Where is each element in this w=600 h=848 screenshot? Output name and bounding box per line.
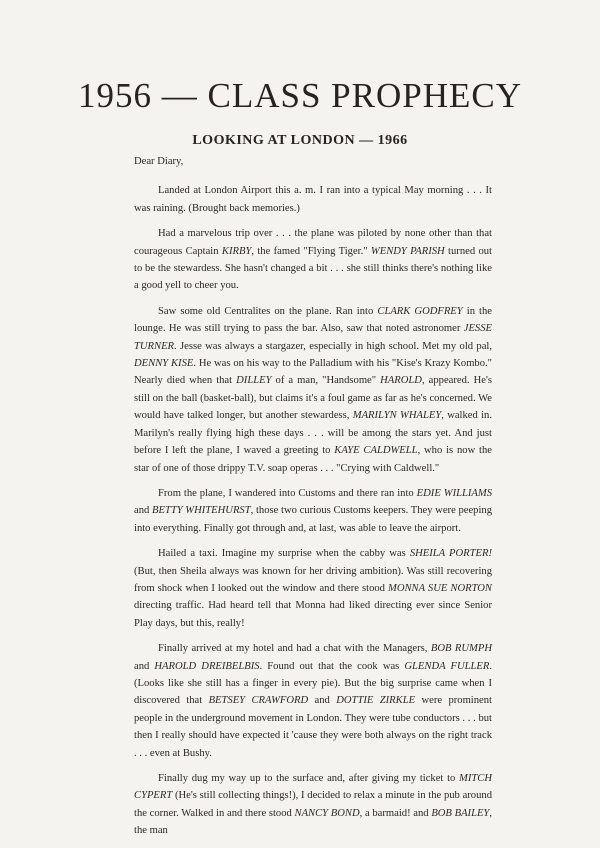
paragraph-list (134, 182, 492, 839)
name-text: BETTY WHITEHURST (151, 505, 251, 517)
name-text: DOTTIE ZIRKLE (336, 695, 416, 707)
name-text: DILLEY (236, 375, 272, 387)
page-title: 1956 — CLASS PROPHECY (77, 76, 522, 115)
name-text: MARILYN WHALEY (352, 410, 442, 422)
paragraph (134, 545, 492, 632)
paragraph (134, 182, 492, 217)
paragraph-text: of a man, "Handsome" (271, 375, 381, 387)
paragraph-text: . Jesse was always a stargazer, especially in high school. Met my old pal, (174, 340, 492, 352)
name-text: BOB BAILEY (431, 807, 490, 819)
paragraph (134, 640, 492, 762)
name-text: MITCH CYPERT (134, 773, 492, 802)
paragraph (134, 225, 492, 295)
paragraph-text: and (134, 660, 155, 672)
paragraph-text: (He's still collecting things!), I decided to relax a minute in the pub around the corner. Walked in and there stood (134, 790, 492, 819)
name-text: CLARK GODFREY (377, 305, 463, 317)
paragraph-text: were prominent people in the underground movement in London. They were tube conductors . . . but then I really should have expected it 'cause they were both always on the right track . . . even at Bushy. (134, 695, 492, 759)
name-text: NANCY BOND (294, 807, 360, 819)
name-text: EDIE WILLIAMS (416, 487, 492, 499)
paragraph-text: Landed at London Airport this a. m. I ran into a typical May morning . . . It was raining. (Brought back memories.) (134, 185, 492, 214)
paragraph-text: directing traffic. Had heard tell that Monna had liked directing ever since Senior Play days, but this, really! (134, 600, 492, 629)
paragraph-text: , the man (134, 807, 492, 837)
name-text: HAROLD (380, 375, 422, 387)
paragraph-text: (But, then Sheila always was known for her driving ambition). Was still recovering from shock when I looked out the window and there stood (134, 565, 492, 594)
salutation: Dear Diary, (134, 156, 184, 167)
paragraph-text: turned out to be the stewardess. She hasn't changed a bit . . . she still thinks there's nothing like a good yell to cheer you. (134, 245, 493, 292)
paragraph-text: , a barmaid! and (359, 807, 432, 819)
name-text: DENNY KISE (134, 358, 194, 370)
paragraph-text: in the lounge. He was still trying to pass the bar. Also, saw that noted astronomer (134, 305, 493, 335)
name-text: KAYE CALDWELL (334, 445, 418, 457)
paragraph-text: Hailed a taxi. Imagine my surprise when the cabby was (158, 548, 410, 560)
paragraph (134, 303, 492, 477)
name-text: JESSE TURNER (134, 323, 492, 352)
name-text: MONNA SUE NORTON (388, 582, 492, 594)
paragraph-text: Finally arrived at my hotel and had a chat with the Managers, (158, 643, 431, 655)
name-text: GLENDA FULLER (404, 660, 490, 672)
paragraph-text: . Found out that the cook was (259, 660, 405, 672)
paragraph (134, 770, 492, 840)
page-subtitle: LOOKING AT LONDON — 1966 (192, 133, 408, 148)
name-text: HAROLD DREIBELBIS (154, 660, 260, 672)
paragraph-text: , who is now the star of one of those drippy T.V. soap operas . . . "Crying with Caldwell." (134, 445, 492, 474)
paragraph-text: . (Looks like she still has a finger in every pie). But the big surprise came when I discovered that (134, 660, 493, 707)
paragraph-text: Had a marvelous trip over . . . the plane was piloted by none other than that courageous Captain (134, 228, 492, 257)
name-text: BOB RUMPH (430, 643, 492, 655)
name-text: BETSEY CRAWFORD (208, 695, 309, 707)
paragraph-text: and (308, 695, 337, 707)
name-text: KIRBY (221, 245, 252, 257)
name-text: WENDY PARISH (370, 245, 445, 257)
paragraph-text: , those two curious Customs keepers. They were peeping into everything. Finally got through and, at last, was able to leave the airport. (134, 505, 492, 534)
name-text: SHEILA PORTER! (409, 548, 492, 560)
paragraph (134, 485, 492, 537)
paragraph-text: Saw some old Centralites on the plane. Ran into (158, 305, 378, 317)
paragraph-text: Finally dug my way up to the surface and, after giving my ticket to (158, 773, 460, 784)
paragraph-text: From the plane, I wandered into Customs and there ran into (158, 487, 417, 499)
paragraph-text: , walked in. Marilyn's really flying high these days . . . will be among the stars yet. And just before I left the plane, I waved a greeting to (134, 410, 493, 457)
paragraph-text: and (134, 505, 152, 517)
paragraph-text: , appeared. He's still on the ball (basket-ball), but claims it's a foul game as far as he's concerned. We would have talked longer, but another stewardess, (134, 375, 492, 422)
paragraph-text: , the famed "Flying Tiger." (251, 245, 371, 257)
paragraph-text: . He was on his way to the Palladium with his "Kise's Krazy Kombo." Nearly died when that (134, 358, 492, 387)
document-body (134, 153, 492, 848)
